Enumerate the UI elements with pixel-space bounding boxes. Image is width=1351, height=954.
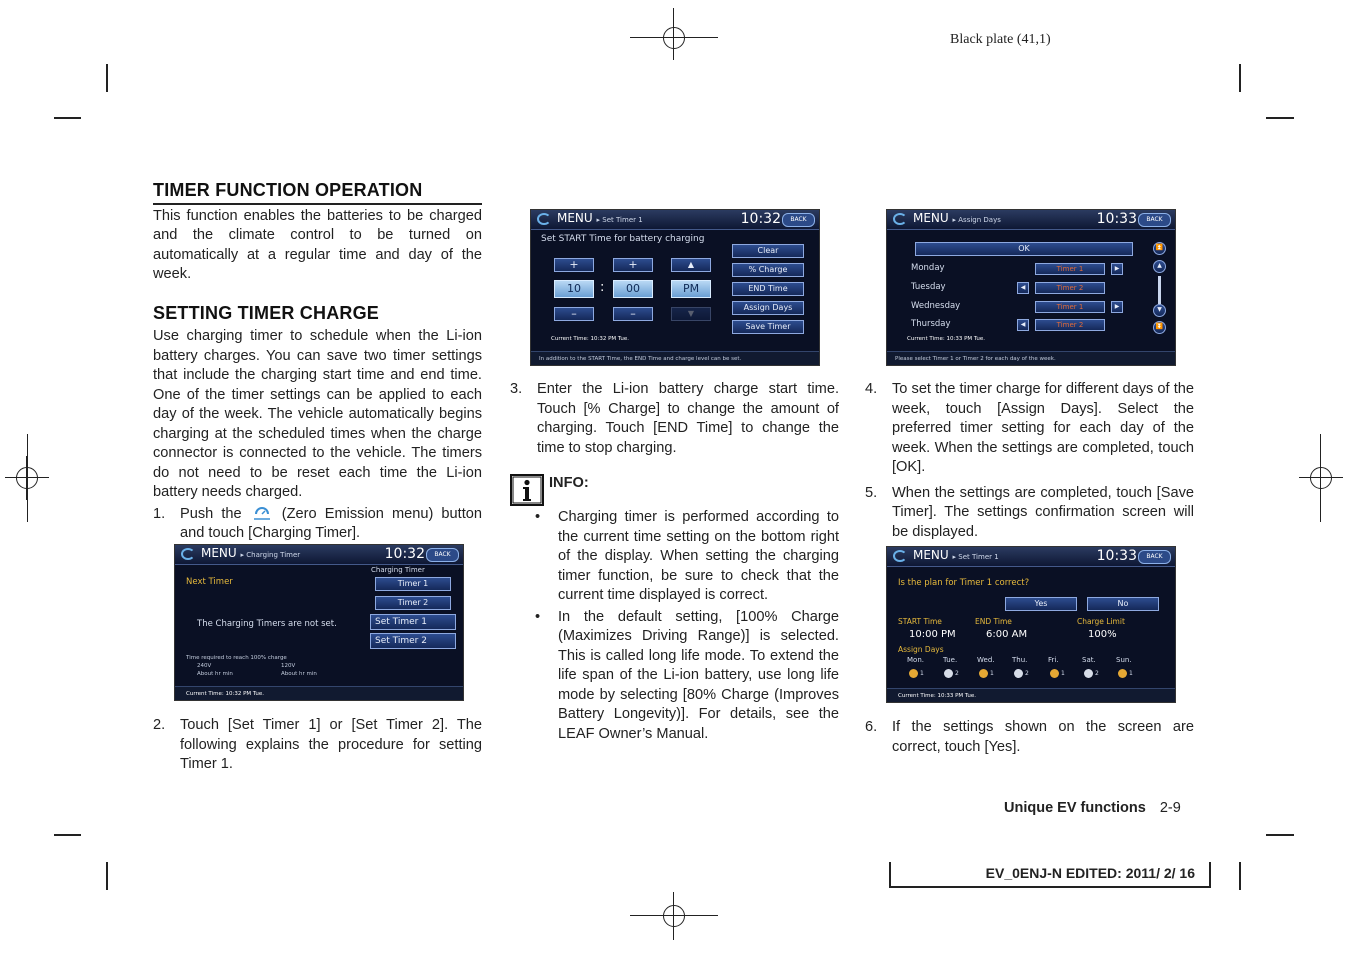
day-name: Tuesday: [911, 282, 946, 292]
ok-button[interactable]: OK: [915, 242, 1133, 256]
about-120: About hr min: [281, 671, 317, 677]
weekday: Sat.: [1082, 656, 1096, 664]
confirm-question: Is the plan for Timer 1 correct?: [898, 578, 1030, 588]
heading-rule: [153, 203, 482, 205]
day-name: Wednesday: [911, 301, 961, 311]
step-number: 2.: [153, 717, 166, 733]
right-column-step-6: [865, 718, 1194, 757]
crop-mark: [54, 117, 81, 119]
menu-title: MENU ▸ Set Timer 1: [557, 211, 643, 225]
menu-title: MENU ▸ Set Timer 1: [913, 548, 999, 562]
charge-limit-value: 100%: [1088, 629, 1117, 640]
step-text: If the settings shown on the screen are correct, touch [Yes].: [892, 719, 1194, 755]
zero-emission-icon: [181, 548, 195, 560]
crop-mark: [106, 862, 108, 890]
yes-button[interactable]: Yes: [1005, 597, 1077, 611]
minute-plus-button[interactable]: +: [613, 258, 653, 272]
current-time: Current Time: 10:32 PM Tue.: [186, 691, 265, 697]
percent-charge-button[interactable]: % Charge: [732, 263, 804, 277]
timer-indicator-icon: [979, 669, 988, 678]
set-timer-1-button[interactable]: Set Timer 1: [370, 614, 456, 630]
zero-emission-icon: [537, 213, 551, 225]
day-name: Thursday: [911, 319, 951, 329]
weekday-timer: 2: [1025, 670, 1029, 677]
scroll-bottom-icon[interactable]: ⏬: [1153, 321, 1166, 334]
subsection-heading: SETTING TIMER CHARGE: [153, 302, 380, 323]
weekday: Fri.: [1048, 656, 1059, 664]
menu-title: MENU ▸ Assign Days: [913, 211, 1001, 225]
registration-line: [673, 8, 674, 60]
weekday-timer: 2: [955, 670, 959, 677]
next-arrow-button[interactable]: ▶: [1111, 301, 1123, 313]
step-6: [865, 718, 1194, 757]
scrollbar[interactable]: [1158, 276, 1161, 304]
step-text: Push the: [180, 505, 242, 522]
timer-indicator-icon: [1084, 669, 1093, 678]
prompt: Set START Time for battery charging: [541, 234, 705, 244]
end-time-button[interactable]: END Time: [732, 282, 804, 296]
day-timer[interactable]: Timer 1: [1035, 301, 1105, 313]
step-text: (Zero Emission menu) button and touch [Charging Timer].: [180, 505, 482, 541]
back-button[interactable]: BACK: [1138, 213, 1171, 227]
time-colon: :: [600, 280, 605, 295]
start-time-value: 10:00 PM: [909, 629, 956, 640]
plate-label: Black plate (41,1): [950, 32, 1051, 47]
current-time: Current Time: 10:33 PM Tue.: [898, 693, 977, 699]
not-set-message: The Charging Timers are not set.: [197, 619, 337, 629]
weekday: Wed.: [977, 656, 995, 664]
info-bullet: • Charging timer is performed according to the current time setting on the bottom right of the display. When setting the charging timer function, be sure to check that the current time displayed is correct.: [535, 509, 839, 603]
registration-line: [27, 434, 28, 522]
weekday-timer: 1: [1061, 670, 1065, 677]
right-column: [865, 380, 1194, 542]
crop-mark: [106, 64, 108, 92]
step-text: Touch [Set Timer 1] or [Set Timer 2]. The following explains the procedure for setting Timer 1.: [180, 717, 482, 772]
hour-value: 10: [554, 280, 594, 298]
set-timer-2-button[interactable]: Set Timer 2: [370, 633, 456, 649]
page-footer: [1004, 800, 1181, 816]
minute-minus-button[interactable]: –: [613, 307, 653, 321]
day-timer[interactable]: Timer 1: [1035, 263, 1105, 275]
weekday-timer: 1: [990, 670, 994, 677]
current-time: Current Time: 10:32 PM Tue.: [551, 336, 630, 342]
info-header: [510, 474, 839, 506]
registration-line: [673, 892, 674, 940]
section-name: Unique EV functions: [1004, 800, 1146, 816]
timer-confirmation-screen: [886, 546, 1176, 703]
registration-mark-bottom: [652, 894, 696, 938]
step-number: 1.: [153, 505, 166, 522]
save-timer-button[interactable]: Save Timer: [732, 320, 804, 334]
middle-column: [510, 380, 839, 744]
left-column-step-2: [153, 716, 482, 775]
assign-days-screen: [886, 209, 1176, 366]
timer-indicator-icon: [1050, 669, 1059, 678]
charging-timer-screen: [174, 544, 464, 701]
zero-emission-icon: [253, 506, 271, 521]
step-text: To set the timer charge for different days of the week, touch [Assign Days]. Select the preferred timer setting for each day of the week. When the settings are completed, touch [OK].: [892, 381, 1194, 475]
menu-title: MENU ▸ Charging Timer: [201, 546, 301, 560]
minute-value: 00: [613, 280, 653, 298]
prev-arrow-button[interactable]: ◀: [1017, 319, 1029, 331]
info-label: INFO:: [549, 475, 589, 491]
weekday-timer: 1: [920, 670, 924, 677]
section-heading: TIMER FUNCTION OPERATION: [153, 180, 423, 200]
registration-line: [1320, 434, 1321, 522]
registration-mark-top: [652, 16, 696, 60]
registration-line: [630, 915, 718, 916]
back-button[interactable]: BACK: [1138, 550, 1171, 564]
info-bullet: • In the default setting, [100% Charge (Maximizes Driving Range)] is selected. This is called long life mode. To extend the life span of the Li-ion battery, use long life mode by selecting [80% Charge (Improves Battery Longevity)]. For details, see the LEAF Owner’s Manual.: [535, 608, 839, 742]
timer-indicator-icon: [909, 669, 918, 678]
timer-1-button[interactable]: Timer 1: [375, 577, 451, 591]
weekday: Sun.: [1116, 656, 1132, 664]
day-timer[interactable]: Timer 2: [1035, 319, 1105, 331]
scroll-top-icon[interactable]: ⏫: [1153, 242, 1166, 255]
step-number: 3.: [510, 381, 523, 397]
assign-days-button[interactable]: Assign Days: [732, 301, 804, 315]
timer-2-button[interactable]: Timer 2: [375, 596, 451, 610]
hour-minus-button[interactable]: –: [554, 307, 594, 321]
screen-note: In addition to the START Time, the END Time and charge level can be set.: [539, 356, 742, 362]
step-number: 4.: [865, 381, 878, 397]
crop-mark: [1239, 862, 1241, 890]
prev-arrow-button[interactable]: ◀: [1017, 282, 1029, 294]
crop-mark: [54, 834, 81, 836]
ampm-value: PM: [671, 280, 711, 298]
charge-limit-label: Charge Limit: [1077, 617, 1125, 626]
assign-days-label: Assign Days: [898, 645, 944, 654]
step-text: Enter the Li-ion battery charge start time. Touch [% Charge] to change the amount of charging. Touch [END Time] to change the time to stop charging.: [537, 381, 839, 456]
weekday: Thu.: [1012, 656, 1028, 664]
clear-button[interactable]: Clear: [732, 244, 804, 258]
hour-plus-button[interactable]: +: [554, 258, 594, 272]
page-number: 2-9: [1159, 800, 1181, 816]
crop-mark: [1239, 64, 1241, 92]
registration-line: [630, 37, 718, 38]
step-1: [153, 505, 482, 544]
weekday-timer: 1: [1129, 670, 1133, 677]
edit-stamp: EV_0ENJ-N EDITED: 2011/ 2/ 16: [889, 862, 1211, 888]
voltage-240-label: 240V: [197, 663, 212, 669]
next-arrow-button[interactable]: ▶: [1111, 263, 1123, 275]
screen-note: Please select Timer 1 or Timer 2 for each day of the week.: [895, 356, 1056, 362]
step-number: 5.: [865, 484, 878, 501]
info-icon: [510, 474, 544, 506]
current-time: Current Time: 10:33 PM Tue.: [907, 336, 986, 342]
zero-emission-icon: [893, 213, 907, 225]
timer-indicator-icon: [1118, 669, 1127, 678]
clock: 10:32: [384, 546, 425, 562]
step-2: [153, 716, 482, 775]
timer-indicator-icon: [944, 669, 953, 678]
weekday: Mon.: [907, 656, 924, 664]
charging-timer-label: Charging Timer: [371, 566, 425, 574]
voltage-120-label: 120V: [281, 663, 296, 669]
crop-mark: [1266, 834, 1294, 836]
registration-mark-right: [1299, 456, 1343, 500]
set-timer-screen: [530, 209, 820, 366]
step-text: When the settings are completed, touch [Save Timer]. The settings confirmation screen will be displayed.: [892, 484, 1194, 540]
end-time-label: END Time: [975, 617, 1012, 626]
end-time-value: 6:00 AM: [986, 629, 1028, 640]
about-240: About hr min: [197, 671, 233, 677]
step-5: [865, 484, 1194, 543]
next-timer-label: Next Timer: [186, 577, 233, 587]
ampm-down-button[interactable]: ▼: [671, 307, 711, 321]
body-paragraph: Use charging timer to schedule when the Li-ion battery charges. You can save two timer settings that include the charging start time and end time. One of the timer settings can be applied to each day of the week. The vehicle automatically begins charging at the scheduled times when the charge connector is connected to the vehicle. The timers do not need to be reset each time the Li-ion battery needs charged.: [153, 328, 482, 500]
start-time-label: START Time: [898, 617, 942, 626]
timer-indicator-icon: [1014, 669, 1023, 678]
weekday: Tue.: [943, 656, 958, 664]
crop-mark: [1266, 117, 1294, 119]
weekday-timer: 2: [1095, 670, 1099, 677]
clock: 10:33: [1096, 548, 1137, 564]
time-required-label: Time required to reach 100% charge: [186, 655, 287, 661]
left-column: [153, 181, 482, 544]
scroll-up-icon[interactable]: ▲: [1153, 260, 1166, 273]
zero-emission-icon: [893, 550, 907, 562]
back-button[interactable]: BACK: [426, 548, 459, 562]
step-4: [865, 380, 1194, 478]
clock: 10:32: [740, 211, 781, 227]
ampm-up-button[interactable]: ▲: [671, 258, 711, 272]
clock: 10:33: [1096, 211, 1137, 227]
step-number: 6.: [865, 719, 878, 735]
back-button[interactable]: BACK: [782, 213, 815, 227]
step-3: [510, 380, 839, 458]
no-button[interactable]: No: [1087, 597, 1159, 611]
intro-paragraph: This function enables the batteries to be charged and the climate control to be turned on automatically at a regular time and day of the week.: [153, 207, 482, 282]
scroll-down-icon[interactable]: ▼: [1153, 304, 1166, 317]
day-name: Monday: [911, 263, 945, 273]
day-timer[interactable]: Timer 2: [1035, 282, 1105, 294]
